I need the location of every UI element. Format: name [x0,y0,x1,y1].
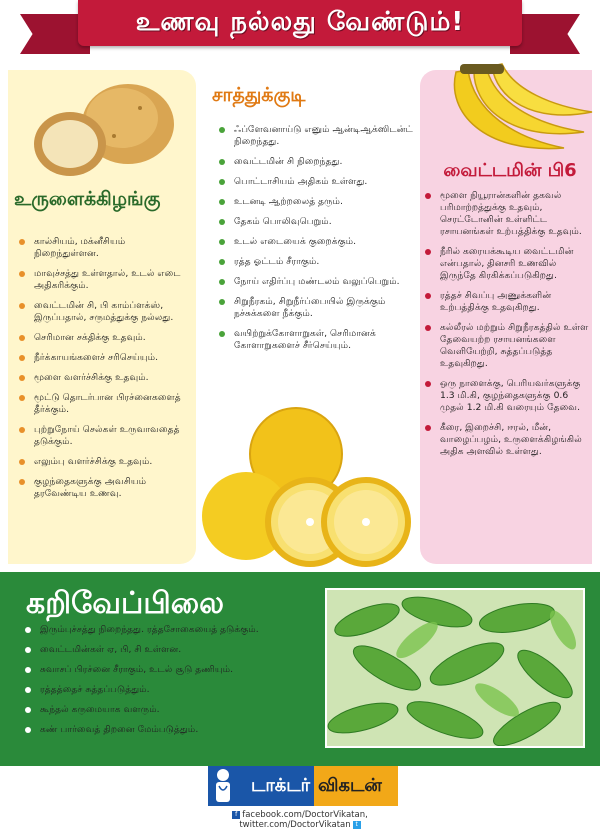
bullet-icon [19,375,25,381]
list-item: ரத்த ஓட்டம் சீராகும். [218,256,422,268]
social-footer [0,810,600,830]
facebook-link[interactable]: f facebook.com/DoctorVikatan, [0,810,600,820]
list-item: உடனடி ஆற்றலைத் தரும். [218,196,422,208]
bullet-icon [425,193,431,199]
bullet-icon [19,271,25,277]
curry-leaves-illustration [327,590,583,746]
sathukudi-title: சாத்துக்குடி [212,84,306,106]
list-item: ஒரு நாளைக்கு, பெரியவர்களுக்கு 1.3 மி.கி, குழந்தைகளுக்கு 0.6 முதல் 1.2 மி.கி வரையும் தேவை. [424,378,590,414]
title-banner [78,0,522,46]
vitamin-title: வைட்டமின் பி6 [443,160,577,181]
potato-list [18,236,192,508]
list-item: புற்றுநோய் செல்கள் உருவாவதைத் தடுக்கும். [18,424,192,448]
bullet-icon [25,687,31,693]
bullet-icon [19,335,25,341]
bullet-icon [19,479,25,485]
list-item: கீரை, இறைச்சி, ஈரல், மீன், வாழைப்பழம், உருளைக்கிழங்கில் அதிக அளவில் உள்ளது. [424,422,590,458]
list-item: எலும்பு வளர்ச்சிக்கு உதவும். [18,456,192,468]
bullet-icon [425,293,431,299]
sathukudi-list [218,124,422,360]
bullet-icon [425,381,431,387]
list-item: உடல் எடையைக் குறைக்கும். [218,236,422,248]
list-item: குழந்தைகளுக்கு அவசியம் தரவேண்டிய உணவு. [18,476,192,500]
bullet-icon [219,127,225,133]
list-item: மூட்டு தொடர்பான பிரச்னைகளைத் தீர்க்கும். [18,392,192,416]
bullet-icon [19,239,25,245]
list-item: வயிற்றுக்கோளாறுகள், செரிமானக் கோளாறுகளைச் சீர்செய்யும். [218,328,422,352]
sweet-lime-image [200,398,418,568]
bullet-icon [25,727,31,733]
bullet-icon [219,159,225,165]
bullet-icon [19,459,25,465]
list-item: ஃப்ளேவனாய்டு எனும் ஆன்டிஆக்ஸிடன்ட் நிறைந்தது. [218,124,422,148]
list-item: மூளை வளர்ச்சிக்கு உதவும். [18,372,192,384]
list-item: சுவாசப் பிரச்னை சீராகும், உடல் சூடு தணியும். [24,664,314,676]
list-item: ரத்தச் சிவப்பு அணுக்களின் உற்பத்திக்கு உதவுகிறது. [424,290,590,314]
bullet-icon [25,707,31,713]
list-item: மூளை நியூரான்களின் தகவல் பரிமாற்றத்துக்கு உதவும், செரட்டோனின் உள்ளிட்ட ரசாயனங்கள் உற்பத்திக்கு உதவும். [424,190,590,238]
list-item: இரும்புச்சத்து நிறைந்தது. ரத்தசோகையைத் தடுக்கும். [24,624,314,636]
list-item: பொட்டாசியம் அதிகம் உள்ளது. [218,176,422,188]
facebook-icon: f [232,811,240,819]
bullet-icon [425,425,431,431]
curry-leaves-image [325,588,585,748]
potato-title: உருளைக்கிழங்கு [14,188,161,210]
list-item: வைட்டமின் சி, பி காம்ப்ளக்ஸ், இருப்பதால், சருமத்துக்கு நல்லது. [18,300,192,324]
bullet-icon [219,199,225,205]
logo-part1: டாக்டர் [208,766,314,806]
bullet-icon [219,219,225,225]
bullet-icon [19,355,25,361]
list-item: சிறுநீரகம், சிறுநீர்ப்பையில் இருக்கும் நச்சுக்களை நீக்கும். [218,296,422,320]
list-item: கண் பார்வைத் திறனை மேம்படுத்தும். [24,724,314,736]
list-item: கல்லீரல் மற்றும் சிறுநீரகத்தில் உள்ள தேவையற்ற ரசாயனங்களை வெளியேற்றி, சுத்தப்படுத்த உதவுகிறது. [424,322,590,370]
twitter-icon: t [353,821,361,829]
bullet-icon [19,427,25,433]
bullet-icon [219,259,225,265]
list-item: நீரில் கரையக்கூடிய வைட்டமின் என்பதால், தினசரி உணவில் இருந்தே கிரகிக்கப்படுகிறது. [424,246,590,282]
list-item: செரிமான சக்திக்கு உதவும். [18,332,192,344]
list-item: கூந்தல் கருமையாக வளரும். [24,704,314,716]
doctor-figure-icon [210,766,236,806]
doctor-vikatan-logo [208,766,398,806]
bullet-icon [25,667,31,673]
bullet-icon [219,299,225,305]
list-item: கால்சியம், மக்னீசியம் நிறைந்துள்ளன. [18,236,192,260]
vitamin-list [424,190,590,466]
bullet-icon [219,331,225,337]
list-item: வைட்டமின்கள் ஏ, பி, சி உள்ளன. [24,644,314,656]
bullet-icon [19,303,25,309]
bullet-icon [425,325,431,331]
bullet-icon [19,395,25,401]
bullet-icon [25,627,31,633]
banana-image [444,62,594,158]
list-item: மாவுச்சத்து உள்ளதால், உடல் எடை அதிகரிக்கும். [18,268,192,292]
twitter-link[interactable]: twitter.com/DoctorVikatan t [0,820,600,830]
curry-leaves-list [24,624,314,744]
curry-leaves-title: கறிவேப்பிலை [26,586,224,621]
list-item: தேகம் பொலிவுபெறும். [218,216,422,228]
page-title: உணவு நல்லது வேண்டும்! [135,6,465,37]
logo-part2: விகடன் [314,766,398,806]
bullet-icon [425,249,431,255]
bullet-icon [25,647,31,653]
list-item: வைட்டமின் சி நிறைந்தது. [218,156,422,168]
bullet-icon [219,239,225,245]
list-item: நீர்க்காயங்களைச் சரிசெய்யும். [18,352,192,364]
bullet-icon [219,279,225,285]
potato-image [30,74,178,184]
list-item: நோய் எதிர்ப்பு மண்டலம் வலுப்பெறும். [218,276,422,288]
list-item: ரத்தத்தைச் சுத்தப்படுத்தும். [24,684,314,696]
bullet-icon [219,179,225,185]
